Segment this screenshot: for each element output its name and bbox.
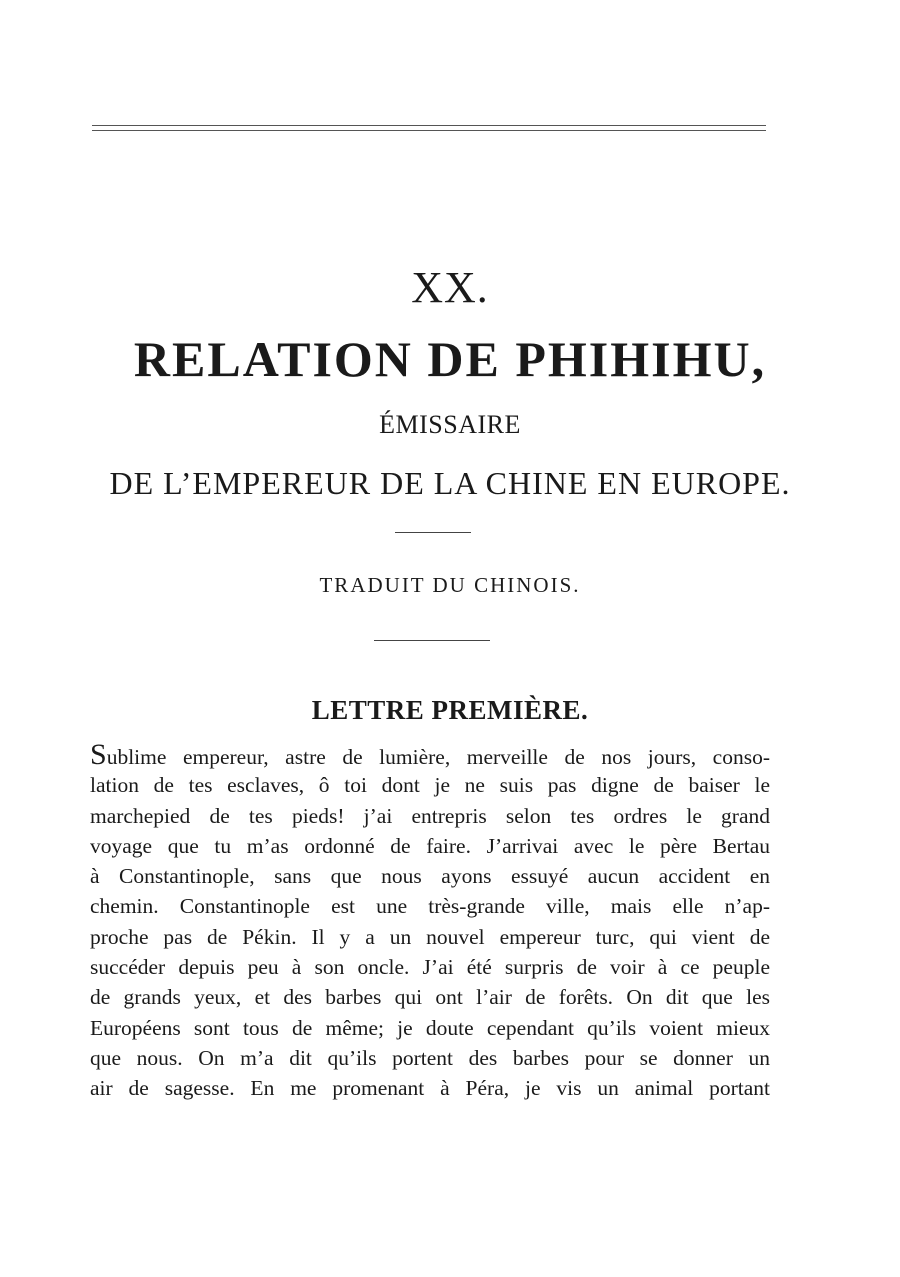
body-line: Sublime empereur, astre de lumière, merveille de nos jours, conso- (90, 738, 770, 771)
body-line: de grands yeux, et des barbes qui ont l’air de forêts. On dit que les (90, 985, 770, 1010)
letter-heading: LETTRE PREMIÈRE. (311, 695, 589, 725)
body-line: air de sagesse. En me promenant à Péra, je vis un animal portant (90, 1076, 770, 1101)
body-line: que nous. On m’a dit qu’ils portent des barbes pour se donner un (90, 1045, 770, 1070)
letter-body (90, 740, 770, 1104)
body-line: lation de tes esclaves, ô toi dont je ne suis pas digne de baiser le (90, 773, 770, 798)
translation-note: TRADUIT DU CHINOIS. (319, 573, 581, 597)
body-line: Européens sont tous de même; je doute cependant qu’ils voient mieux (90, 1015, 770, 1040)
chapter-subtitle-line-1: ÉMISSAIRE (379, 410, 521, 439)
chapter-number: XX. (411, 263, 489, 312)
body-line: succéder depuis peu à son oncle. J’ai été surpris de voir à ce peuple (90, 955, 770, 980)
top-double-rule (92, 125, 766, 126)
body-line: marchepied de tes pieds! j’ai entrepris selon tes ordres le grand (90, 803, 770, 828)
body-line: voyage que tu m’as ordonné de faire. J’arrivai avec le père Bertau (90, 833, 770, 858)
separator-rule (374, 640, 490, 641)
initial-letter: S (90, 738, 107, 771)
body-line: chemin. Constantinople est une très-grande ville, mais elle n’ap- (90, 894, 770, 919)
separator-rule (395, 532, 471, 533)
body-line: à Constantinople, sans que nous ayons essuyé aucun accident en (90, 864, 770, 889)
chapter-title: RELATION DE PHIHIHU, (133, 331, 767, 387)
body-line: proche pas de Pékin. Il y a un nouvel empereur turc, qui vient de (90, 924, 770, 949)
chapter-subtitle-line-2: DE L’EMPEREUR DE LA CHINE EN EUROPE. (109, 465, 791, 501)
